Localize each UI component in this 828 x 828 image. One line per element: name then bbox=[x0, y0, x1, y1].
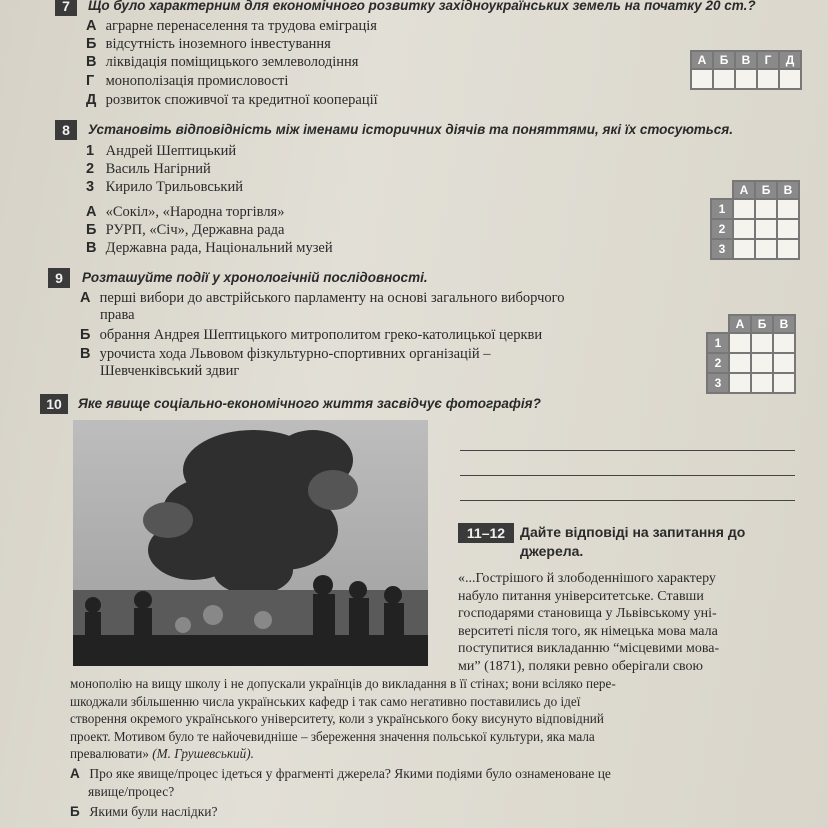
q9-option-b: Б обрання Андрея Шептицького митрополитом греко-католицької церкви bbox=[80, 327, 543, 343]
q8-cell[interactable] bbox=[777, 239, 799, 259]
q7-answer-grid: А Б В Г Д bbox=[690, 50, 802, 90]
q8-person-3: 3 Кирило Трильовський bbox=[86, 179, 243, 195]
q8-cell[interactable] bbox=[733, 239, 755, 259]
answer-line-3[interactable] bbox=[460, 500, 795, 501]
q8-cell[interactable] bbox=[755, 239, 777, 259]
question-11-12-title: Дайте відповіді на запитання до джерела. bbox=[520, 524, 746, 559]
q8-answer-grid: А Б В 1 2 3 bbox=[710, 180, 800, 260]
q1112-question-b: Б Якими були наслідки? bbox=[70, 804, 218, 819]
question-8-title: Установіть відповідність між іменами історичних діячів та поняттями, які їх стосуються. bbox=[88, 122, 733, 137]
q9-cell[interactable] bbox=[729, 373, 751, 393]
q1112-question-a-cont: явище/процес? bbox=[88, 784, 175, 799]
q8-cell[interactable] bbox=[733, 219, 755, 239]
q9-cell[interactable] bbox=[751, 353, 773, 373]
q8-person-1: 1 Андрей Шептицький bbox=[86, 143, 237, 159]
question-10-title: Яке явище соціально-економічного життя засвідчує фотографія? bbox=[78, 396, 541, 411]
q9-option-c: В урочиста хода Львовом фізкультурно-спортивних організацій – bbox=[80, 346, 491, 362]
q8-person-2: 2 Василь Нагірний bbox=[86, 161, 211, 177]
q1112-question-a: А Про яке явище/процес ідеться у фрагменті джерела? Якими подіями було ознаменоване це bbox=[70, 766, 611, 781]
oil-fire-photograph bbox=[73, 420, 428, 666]
q7-cell[interactable] bbox=[757, 69, 779, 89]
q8-cell[interactable] bbox=[777, 199, 799, 219]
q8-cell[interactable] bbox=[777, 219, 799, 239]
q9-option-a: А перші вибори до австрійського парламенту на основі загального виборчого bbox=[80, 290, 565, 306]
q9-cell[interactable] bbox=[729, 353, 751, 373]
question-7-number: 7 bbox=[55, 0, 77, 16]
question-9-number: 9 bbox=[48, 268, 70, 288]
question-10-number: 10 bbox=[40, 394, 68, 414]
question-7-title: Що було характерним для економічного розвитку західноукраїнських земель на початку 20 ст.? bbox=[88, 0, 756, 13]
source-text-right: «...Гострішого й злободеннішого характеру набуло питання університетське. Ставши господарями становища у Львівському уні- верситеті після того, як німецька мова мала поступитися викладанню “місцевими мова- ми” (1871), поляки ревно оберігали свою bbox=[458, 571, 720, 674]
q7-cell[interactable] bbox=[735, 69, 757, 89]
q7-cell[interactable] bbox=[691, 69, 713, 89]
q8-concept-b: Б РУРП, «Січ», Державна рада bbox=[86, 222, 285, 238]
answer-line-2[interactable] bbox=[460, 475, 795, 476]
q9-cell[interactable] bbox=[773, 333, 795, 353]
q8-concept-a: А «Сокіл», «Народна торгівля» bbox=[86, 204, 285, 220]
answer-line-1[interactable] bbox=[460, 450, 795, 451]
q8-cell[interactable] bbox=[755, 219, 777, 239]
q9-cell[interactable] bbox=[751, 333, 773, 353]
question-8-number: 8 bbox=[55, 120, 77, 140]
source-text-full: монополію на вищу школу і не допускали українців до викладання в її стінах; вони всіляко пере- шкоджали збільшенню числа українських кафедр і так само негативно поставились до ідеї створення окремого українського університету, коли з українського боку висунуто відповідний проект. Мотивом було те найочевидніше – збереження значення польської культури, яка мала превалювати» (М. Грушевський). bbox=[70, 676, 616, 761]
q7-option-d: Г монополізація промисловості bbox=[86, 73, 289, 89]
q9-answer-grid: А Б В 1 2 3 bbox=[706, 314, 796, 394]
q9-cell[interactable] bbox=[773, 353, 795, 373]
q7-option-e: Д розвиток споживчої та кредитної кооперації bbox=[86, 92, 378, 108]
q7-option-a: А аграрне перенаселення та трудова еміграція bbox=[86, 18, 377, 34]
q7-option-c: В ліквідація поміщицького землеволодіння bbox=[86, 54, 359, 70]
q9-cell[interactable] bbox=[751, 373, 773, 393]
q7-cell[interactable] bbox=[779, 69, 801, 89]
q7-option-b: Б відсутність іноземного інвестування bbox=[86, 36, 331, 52]
q8-cell[interactable] bbox=[733, 199, 755, 219]
q8-concept-c: В Державна рада, Національний музей bbox=[86, 240, 333, 256]
question-11-12-number: 11–12 bbox=[458, 523, 514, 543]
question-9-title: Розташуйте події у хронологічній послідовності. bbox=[82, 270, 428, 285]
q9-cell[interactable] bbox=[729, 333, 751, 353]
q9-option-a-cont: права bbox=[100, 307, 135, 323]
q7-cell[interactable] bbox=[713, 69, 735, 89]
q9-option-c-cont: Шевченківський здвиг bbox=[100, 363, 240, 379]
q8-cell[interactable] bbox=[755, 199, 777, 219]
q9-cell[interactable] bbox=[773, 373, 795, 393]
